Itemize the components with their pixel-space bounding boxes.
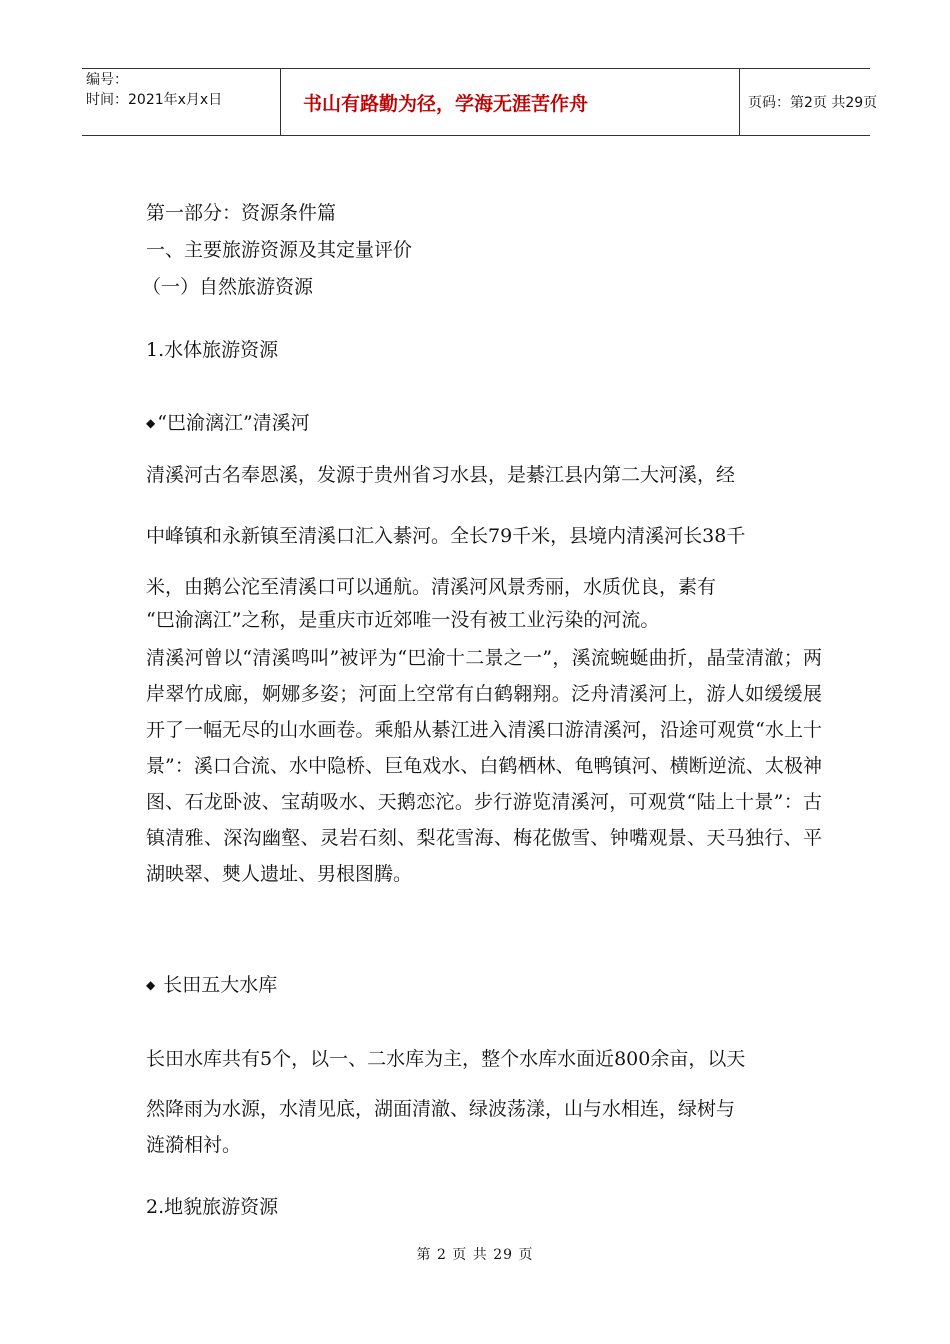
section-title: 一、主要旅游资源及其定量评价 [146, 239, 413, 261]
river-line-1: 清溪河古名奉恩溪，发源于贵州省习水县，是綦江县内第二大河溪，经 [146, 464, 736, 486]
part-title: 第一部分：资源条件篇 [146, 202, 337, 224]
diamond-bullet-icon: ◆ [146, 416, 156, 430]
header-motto: 书山有路勤为径，学海无涯苦作舟 [280, 69, 740, 135]
reservoir-line-1: 长田水库共有5个，以一、二水库为主，整个水库水面近800余亩，以天 [146, 1048, 746, 1070]
river-line-4: “巴渝漓江”之称，是重庆市近郊唯一没有被工业污染的河流。 [146, 609, 660, 631]
time-label: 时间：2021年x月x日 [86, 92, 223, 108]
header-page-info: 页码：第2页 共29页 [748, 95, 878, 111]
page-header [82, 68, 878, 136]
item1-title: 1.水体旅游资源 [146, 339, 279, 361]
river-line-3: 米，由鹅公沱至清溪口可以通航。清溪河风景秀丽，水质优良，素有 [146, 576, 717, 598]
number-label: 编号： [86, 72, 128, 88]
reservoir-heading [146, 970, 277, 997]
page-footer: 第 2 页 共 29 页 [416, 1247, 534, 1263]
river-line-2: 中峰镇和永新镇至清溪口汇入綦河。全长79千米，县境内清溪河长38千 [146, 525, 746, 547]
river-title: “巴渝漓江”清溪河 [157, 412, 310, 434]
header-meta [82, 69, 280, 135]
river-paragraph-2: 清溪河曾以“清溪鸣叫”被评为“巴渝十二景之一”，溪流蜿蜒曲折，晶莹清澈；两岸翠竹成廊，婀娜多姿；河面上空常有白鹤翱翔。泛舟清溪河上，游人如缓缓展开了一幅无尽的山水画卷。乘船从綦江进入清溪口游清溪河，沿途可观赏“水上十景”：溪口合流、水中隐桥、巨龟戏水、白鹤栖林、龟鸭镇河、横断逆流、太极神图、石龙卧波、宝葫吸水、天鹅恋沱。步行游览清溪河，可观赏“陆上十景”：古镇清雅、深沟幽壑、灵岩石刻、梨花雪海、梅花傲雪、钟嘴观景、天马独行、平湖映翠、僰人遗址、男根图腾。 [146, 647, 822, 885]
reservoir-title: 长田五大水库 [163, 974, 278, 996]
item2-title: 2.地貌旅游资源 [146, 1196, 279, 1218]
reservoir-line-2: 然降雨为水源，水清见底，湖面清澈、绿波荡漾，山与水相连，绿树与 [146, 1098, 736, 1120]
reservoir-line-3: 涟漪相衬。 [146, 1134, 242, 1156]
river-heading [146, 408, 310, 435]
subsection-title: （一）自然旅游资源 [142, 276, 314, 298]
diamond-bullet-icon: ◆ [146, 978, 156, 992]
